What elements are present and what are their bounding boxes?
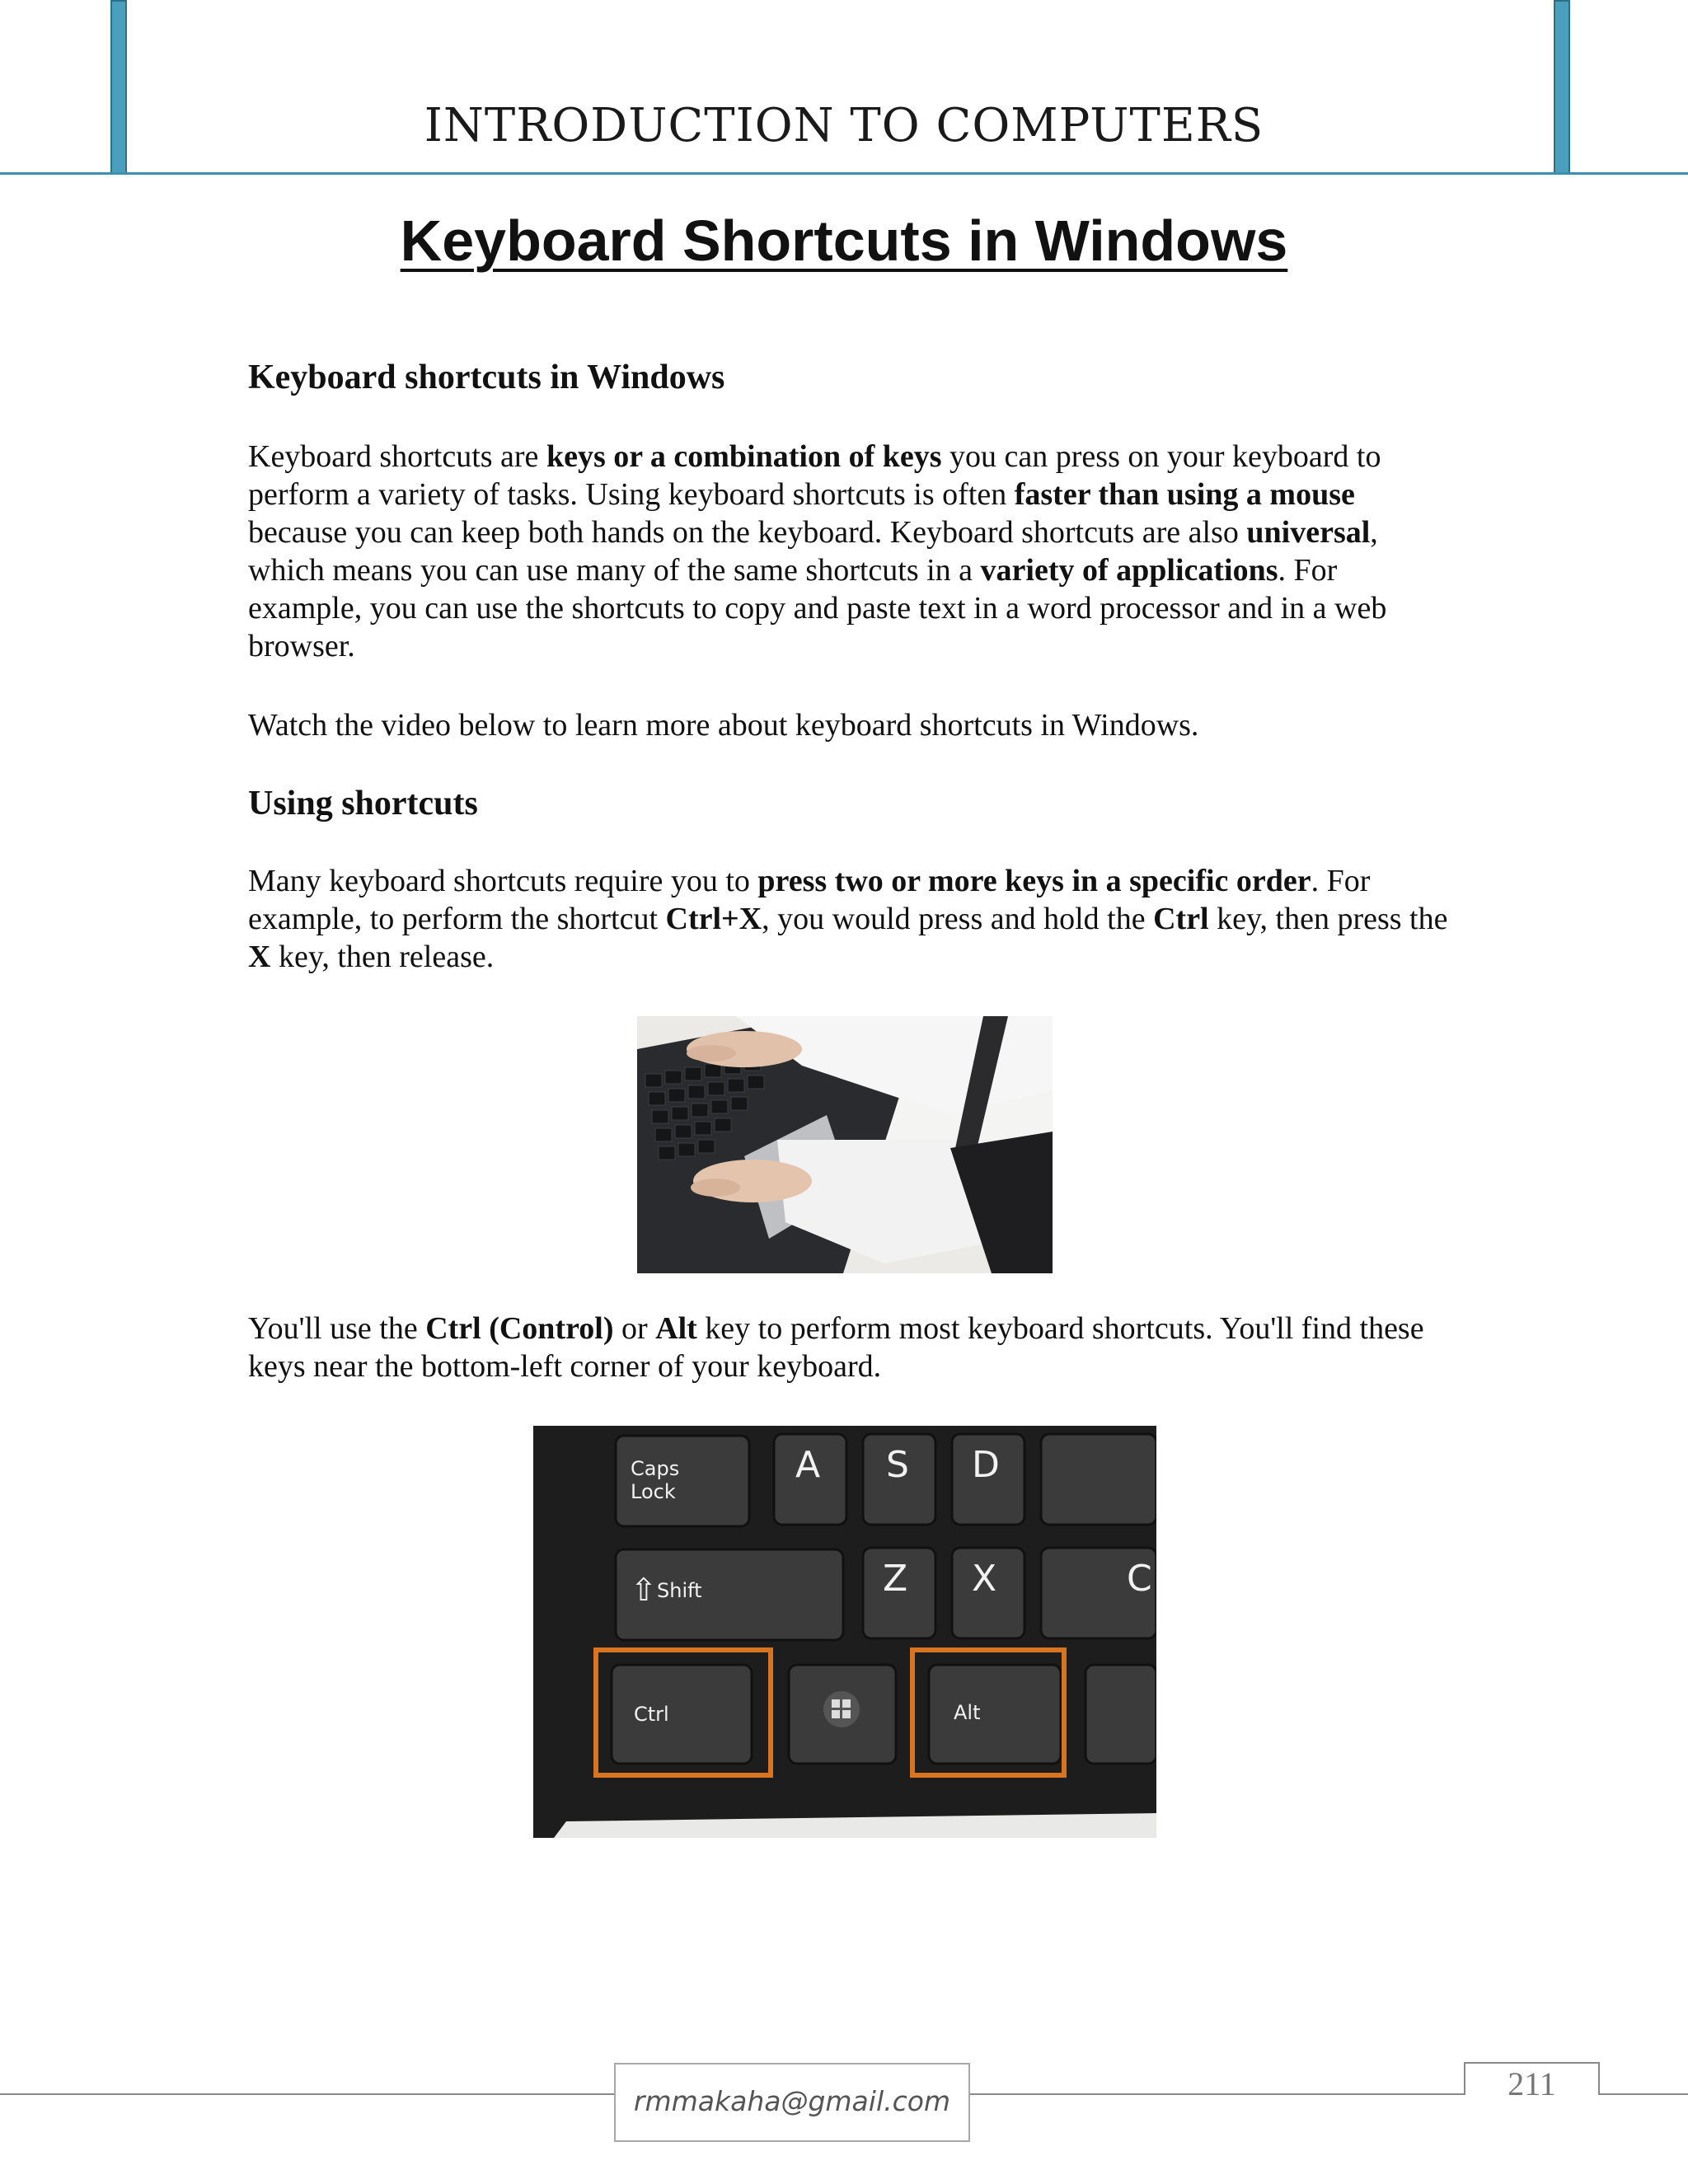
text-run: you can press on your keyboard to perform a variety of tasks. Using keyboard shortcuts is often [248,439,1381,512]
typing-hands-photo [637,1016,1053,1273]
text-run: key to perform most keyboard shortcuts. You'll find these keys near the bottom-left corner of your keyboard. [248,1311,1424,1384]
bold-phrase: Ctrl [1153,902,1209,936]
text-run: key, then release. [270,940,495,974]
bold-phrase: faster than using a mouse [1014,477,1355,512]
key-label-x: X [972,1558,997,1600]
shift-arrow-icon: ⇧ [631,1572,657,1608]
intro-paragraph [248,438,1451,665]
bold-phrase: Alt [655,1311,697,1346]
text-run: . For example, you can use the shortcuts to copy and paste text in a word processor and in a web browser. [248,553,1387,663]
section-heading-using-shortcuts: Using shortcuts [248,785,478,823]
text-run: , you would press and hold the [762,902,1154,936]
key-label-s: S [886,1444,909,1486]
bold-phrase: press two or more keys in a specific order [757,864,1311,898]
key-label-d: D [972,1444,1000,1486]
text-run: You'll use the [248,1311,426,1346]
footer-rule-right [1600,2093,1688,2095]
footer-email: rmmakaha@gmail.com [614,2063,970,2142]
text-run: Many keyboard shortcuts require you to [248,864,758,898]
windows-logo-icon [823,1691,860,1727]
key-label-a: A [795,1444,821,1486]
footer-rule-left [0,2093,614,2095]
key-label-ctrl: Ctrl [634,1703,669,1726]
bold-phrase: Ctrl (Control) [425,1311,614,1346]
bold-phrase: Ctrl+X [665,902,762,936]
key-label-caps: Caps [631,1457,680,1480]
key-label-lock: Lock [631,1480,676,1503]
page-number: 211 [1507,2065,1556,2102]
text-run: because you can keep both hands on the keyboard. Keyboard shortcuts are also [248,515,1247,550]
section-heading-keyboard-shortcuts: Keyboard shortcuts in Windows [248,359,725,396]
bold-phrase: universal [1246,515,1371,550]
key-label-z: Z [883,1558,908,1600]
keyboard-closeup-photo [533,1426,1156,1838]
footer-rule-middle [970,2093,1464,2095]
text-run: key, then press the [1208,902,1448,936]
key-label-c: C [1127,1558,1152,1600]
text-run: . For example, to perform the shortcut [248,864,1371,936]
page-title: Keyboard Shortcuts in Windows [400,209,1288,273]
using-shortcuts-paragraph [248,862,1451,976]
text-run: Keyboard shortcuts are [248,439,546,474]
bold-phrase: keys or a combination of keys [546,439,942,474]
bold-phrase: X [248,940,271,974]
ctrl-alt-paragraph [248,1310,1451,1385]
watch-video-paragraph: Watch the video below to learn more about keyboard shortcuts in Windows. [248,708,1199,743]
key-label-shift: Shift [657,1579,702,1602]
bold-phrase: variety of applications [980,553,1278,588]
header-rule [0,172,1688,175]
key-label-alt: Alt [954,1701,981,1724]
header-title: INTRODUCTION TO COMPUTERS [424,99,1264,152]
text-run: , which means you can use many of the same shortcuts in a [248,515,1378,588]
text-run: or [613,1311,656,1346]
